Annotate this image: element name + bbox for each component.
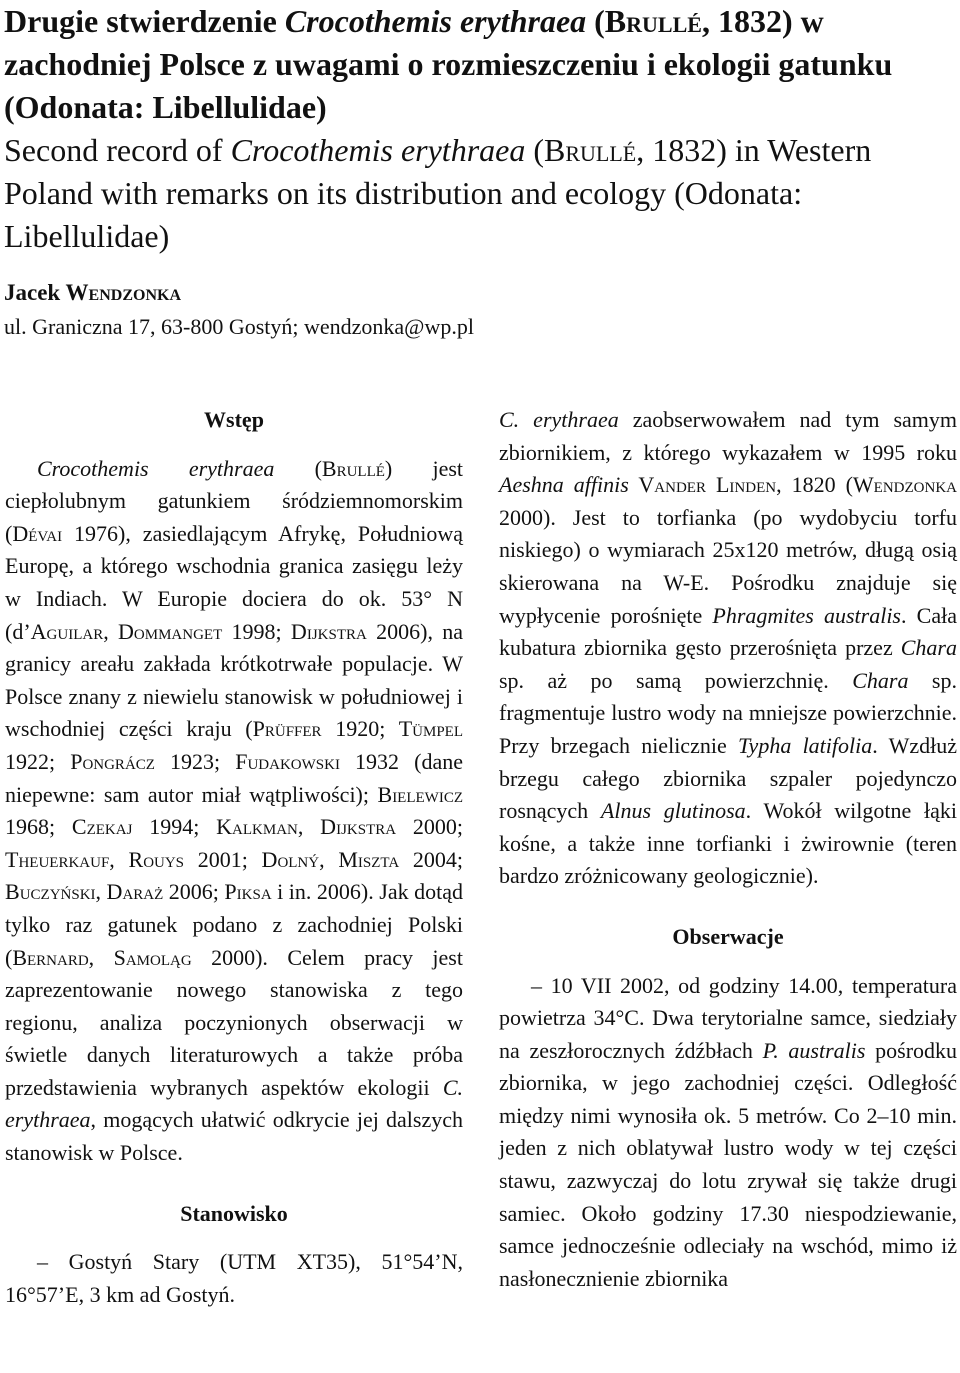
right-column [499, 404, 957, 1295]
text-run: 2000). Jest to torfianka (po wydobyciu torfu niskiego) o wymiarach 25x120 metrów, długą osią skierowana na W-E. Pośrodku znajduje się wypłycenie porośnięte [499, 504, 957, 628]
author-citation: ander [654, 472, 706, 498]
author-citation: ernard [27, 944, 89, 970]
text-run: 1932 (dane niepewne: sam autor miał wątpliwości); B [5, 748, 463, 807]
author-citation: ongrácz [82, 748, 155, 774]
author-surname-sc: endzonka [88, 280, 181, 305]
text-run: 1923; F [154, 748, 248, 774]
author-citation: uczyński [19, 879, 96, 905]
text-run: . Cała kubatura zbiornika gęsto przerośnięta przez [499, 602, 957, 661]
author-citation: ouys [143, 846, 185, 872]
text-run: 2000). Celem pracy jest zaprezentowanie nowego stanowiska z tego regionu, analiza poczynionych obserwacji w świetle danych literaturowych a także próba przedstawienia wybranych aspektów ekologii [5, 944, 463, 1100]
heading-observations: Obserwacje [672, 923, 784, 949]
author-citation: guilar [46, 618, 104, 644]
author-citation: évai [28, 520, 63, 546]
title-pl-author-sc: rullé [626, 3, 702, 39]
text-run: , D [103, 618, 134, 644]
site-description-paragraph [499, 404, 957, 893]
author-citation: iszta [357, 846, 400, 872]
italic-term: P. australis [762, 1037, 866, 1063]
author-citation: ommanget [133, 618, 223, 644]
author-citation: ümpel [412, 716, 463, 742]
text-run: 2004; B [5, 846, 463, 905]
text-run: , M [319, 846, 358, 872]
author-first: Jacek W [4, 280, 89, 305]
title-en-author-sc: rullé [565, 132, 637, 168]
text-run: sp. fragmentuje lustro wody na mniejsze powierzchnie. Przy brzegach nielicznie [499, 667, 957, 758]
text-run: 1922; P [5, 748, 83, 774]
author-citation: ijkstra [306, 618, 367, 644]
italic-term: Typha latifolia [737, 732, 873, 758]
author-citation: zekaj [86, 814, 133, 840]
text-run: 1998; D [222, 618, 307, 644]
author-address: ul. Graniczna 17, 63-800 Gostyń; wendzonka@wp.pl [4, 314, 474, 339]
author-citation: ijkstra [336, 814, 397, 840]
text-run: V [628, 472, 655, 498]
italic-term: Aeshna affinis [499, 472, 629, 498]
heading-intro: Wstęp [204, 407, 264, 432]
author-citation: iksa [236, 879, 272, 905]
text-run: L [705, 472, 730, 498]
text-run: – 10 VII 2002, od godziny 14.00, temperatura powietrza 34°C. Dwa terytorialne samce, siedziały na zeszłorocznych źdźbłach [499, 972, 957, 1063]
author-citation: alkman [232, 814, 298, 840]
text-run: (B [274, 455, 337, 481]
italic-term: C. erythraea [5, 1074, 463, 1133]
text-run: 2001; D [184, 846, 278, 872]
text-run: 1976), zasiedlającym Afrykę, Południową Europę, a którego wschodnia granica zasięgu leży w Indiach. W Europie dociera do ok. 53° N (d’A [5, 520, 463, 644]
text-run: . Wzdłuż brzegu całego zbiornika szpaler pojedynczo rosnących [499, 732, 958, 824]
title-en-species: Crocothemis erythraea [230, 132, 526, 168]
text-run: , S [88, 944, 126, 970]
title-en-prefix: Second record of [4, 132, 231, 168]
italic-term: Crocothemis erythraea [37, 455, 275, 481]
title-pl-species: Crocothemis erythraea [284, 3, 587, 39]
left-column [5, 404, 463, 1311]
author-citation: endzonka [873, 472, 957, 498]
text-run: 1920; T [321, 716, 413, 742]
author-citation: ielewicz [392, 781, 463, 807]
title-pl-prefix: Drugie stwierdzenie [4, 3, 285, 39]
title-en-rest: , 1832) in Western Poland with remarks on its distribution and ecology (Odonata: Libellulidae) [4, 132, 872, 254]
author-citation: udakowski [247, 748, 340, 774]
text-run: pośrodku zbiornika, w jego zachodniej części. Odległość między nimi wynosiła ok. 5 metrów. Co 2–10 min. jeden z nich oblatywał lustro wody w tej części stawu, zazwyczaj do lotu zrywał się także drugi samiec. Około godziny 17.30 niespodziewanie, samce jednocześnie odleciały na wschód, mimo iż nasłonecznienie zbiornika [499, 1037, 958, 1291]
title-polish [4, 0, 956, 129]
text-run: 1994; K [132, 814, 233, 840]
author-citation: inden [729, 472, 777, 498]
author-citation: heuerkauf [18, 846, 110, 872]
text-run: 2006; P [163, 879, 237, 905]
italic-term: Alnus glutinosa [600, 798, 746, 824]
heading-site: Stanowisko [180, 1200, 288, 1226]
text-run: . Wokół wilgotne łąki kośne, a także inne torfianki i żwirownie (teren bardzo zróżnicowany geologicznie). [499, 798, 957, 889]
title-pl-author-open: (B [586, 3, 627, 39]
italic-term: Chara [852, 667, 909, 693]
author-citation: rüffer [264, 716, 322, 742]
article-header [4, 0, 956, 340]
author-citation: amoląg [125, 944, 192, 970]
author-citation: olný [277, 846, 320, 872]
text-run: , mogących ułatwić odkrycie jej dalszych stanowisk w Polsce. [5, 1107, 463, 1166]
text-run: 1968; C [5, 814, 87, 840]
title-english [4, 129, 956, 258]
title-pl-rest: , 1832) w zachodniej Polsce z uwagami o rozmieszczeniu i ekologii gatunku (Odonata: Libellulidae) [4, 3, 893, 125]
text-run: sp. aż po samą powierzchnię. [499, 667, 853, 693]
text-run: i in. 2006). Jak dotąd tylko raz gatunek podano z zachodniej Polski (B [5, 879, 463, 970]
text-run: zaobserwowałem nad tym samym zbiornikiem, z którego wykazałem w 1995 roku [499, 407, 957, 465]
text-run: , R [109, 846, 144, 872]
text-run: 2006), na granicy areału zakłada krótkotrwałe populacje. W Polsce znany z niewielu stanowisk w południowej i wschodniej części kraju (P [5, 618, 464, 742]
italic-term: Chara [900, 635, 957, 661]
text-run: ) jest ciepłolubnym gatunkiem śródziemnomorskim (D [5, 455, 464, 546]
text-run: , D [95, 879, 123, 905]
site-paragraph: – Gostyń Stary (UTM XT35), 51°54’N, 16°57’E, 3 km ad Gostyń. [5, 1249, 463, 1307]
text-run: , D [297, 814, 337, 840]
intro-paragraph [5, 453, 463, 1170]
observations-paragraph [499, 970, 957, 1296]
author-citation: rullé [336, 455, 385, 481]
italic-term: Phragmites australis [712, 602, 901, 628]
author-citation: araż [122, 879, 164, 905]
text-run: 2000; T [5, 814, 464, 872]
title-en-author-open: (B [525, 132, 566, 168]
italic-term: C. erythraea [499, 407, 619, 432]
author-name [4, 280, 956, 306]
text-run: , 1820 (W [776, 472, 874, 498]
